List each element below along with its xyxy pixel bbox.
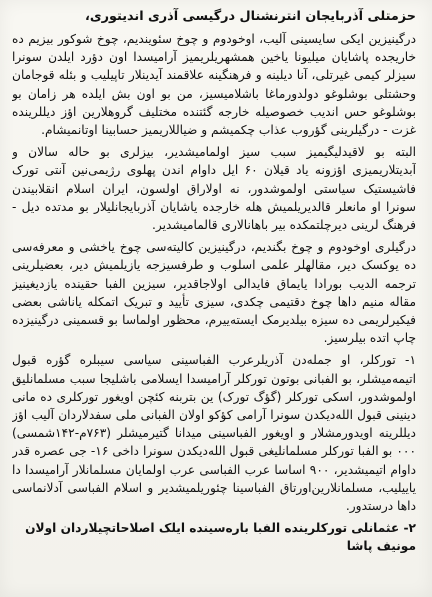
document-section-title: ۲- عثمانلی تورکلرینده الفبا بارەسینده ایلک اصلاحاتچیلاردان اولان مونیف پاشا	[25, 521, 416, 554]
document-paragraph-1: درگینیزین ایکی سایسینی آلیب، اوخودوم و چوخ سئویندیم، چوخ شوکور بیزیم ده خاریجده پاشایان میلیونا یاخین همشهریلریمیز آرامیسدا اون دؤرد ایلدن سونرا سیزلر کیمی غیرتلی، آنا دیلینه و فرهنگینه علاقمند آیدینلار تاپیلیب و بئله قوجامان وحشتلی بوشلوغو دولدورماغا باشلامیسیز، من بو اون بش ایلده هر زامان بو بوشلوغو حس اندیب خصوصیله خارجه گئتنده مختلیف گروهلارین اؤز دیللرینده غزت - درگیلرینی گؤروب عذاب چکمیشم و ضیاللاریمیز حسابینا اوتانمیشام.	[12, 32, 416, 138]
document-heading: حزمتلی آذربایجان انترنشنال درگیسی آذری اندیتوری،	[84, 9, 416, 24]
document-paragraph-3: درگیلری اوخودوم و چوخ بگندیم، درگینیزین کالیته‌سی چوخ یاخشی و معرفه‌سی ده یوکسک دیر، مقالهلر علمی اسلوب و طرفسیزجه یازیلمیش دیر، بعضیلرینی ترجمه الدیب بورادا یایماق فایدالی اولاجاقدیر، سیزین الفبا حقینده یازدیغینیز مقاله منیم داها چوخ دقتیمی چکدی، سیزی تأیید و تبریک اتمکله یاناشی بعضی فیکیرلریمی ده سیزه بیلدیرمک ایسته‌ییرم، محظور اولماسا بو قسمینی درگینیزده چاپ اتده بیلرسیز.	[12, 240, 416, 346]
document-content	[12, 8, 416, 588]
document-paragraph-4: ۱- تورکلر، او جمله‌دن آذریلرعرب الفباسینی سیاسی سیبلره گؤره قبول اتیمه‌میشلر، بو الفبانی بوتون تورکلر آرامیسدا ایسلامی باشلیجا سبب مسلمانلیق اولموشدور، اسکی تورکلر (گؤگ تورک) ین بتربنه کئچن اویغور تورکلری ده مانی دینینی قبول الله‌دیکدن سونرا آرامی کؤکو اولان الفبانی ملی سفدلاردان آلیب اؤز دیللرینه اویدورمشلار و اویغور الفباسینی میدانا گتیرمیشلر (۷۶۳م-۱۴۲شمسی) ۰۰۰ بو الفبا تورکلر مسلمانلیغی قبول الله‌دیکدن سونرا داخی ۱۶- جی عصره قدر داوام اتیمیشدیر، ۹۰۰ اساسا عرب الفباسی عرب اولمایان مسلمانلار آرامیسدا دا یاییلیب، مسلمانلارین‌اورتاق الفباسینا چئوریلمیشدیر و اسلام الفباسی آدلانماسی داها درستدور.	[12, 353, 416, 514]
document-paragraph-2: البته بو لاقیدلیگیمیز سبب سیز اولمامیشدیر، بیزلری بو حاله سالان و آبدیتلاریمیزی اؤزونه یاد قیلان ۶۰ ایل داوام اندن پهلوی رژیمی‌نین آنتی تورک فاشیستیک سیاستی اولموشدور، نه اولاراق اولسون، ایران اسلام انقلابیندن سونرا او مانعلر قالدیریلمیش هله خارجده یاشایان آذربایجانلیلار بو مدتده دیل - فرهنگ لرینی دیرچلتمکده بیر باهانالاری قالمامیشدیر.	[12, 145, 416, 233]
